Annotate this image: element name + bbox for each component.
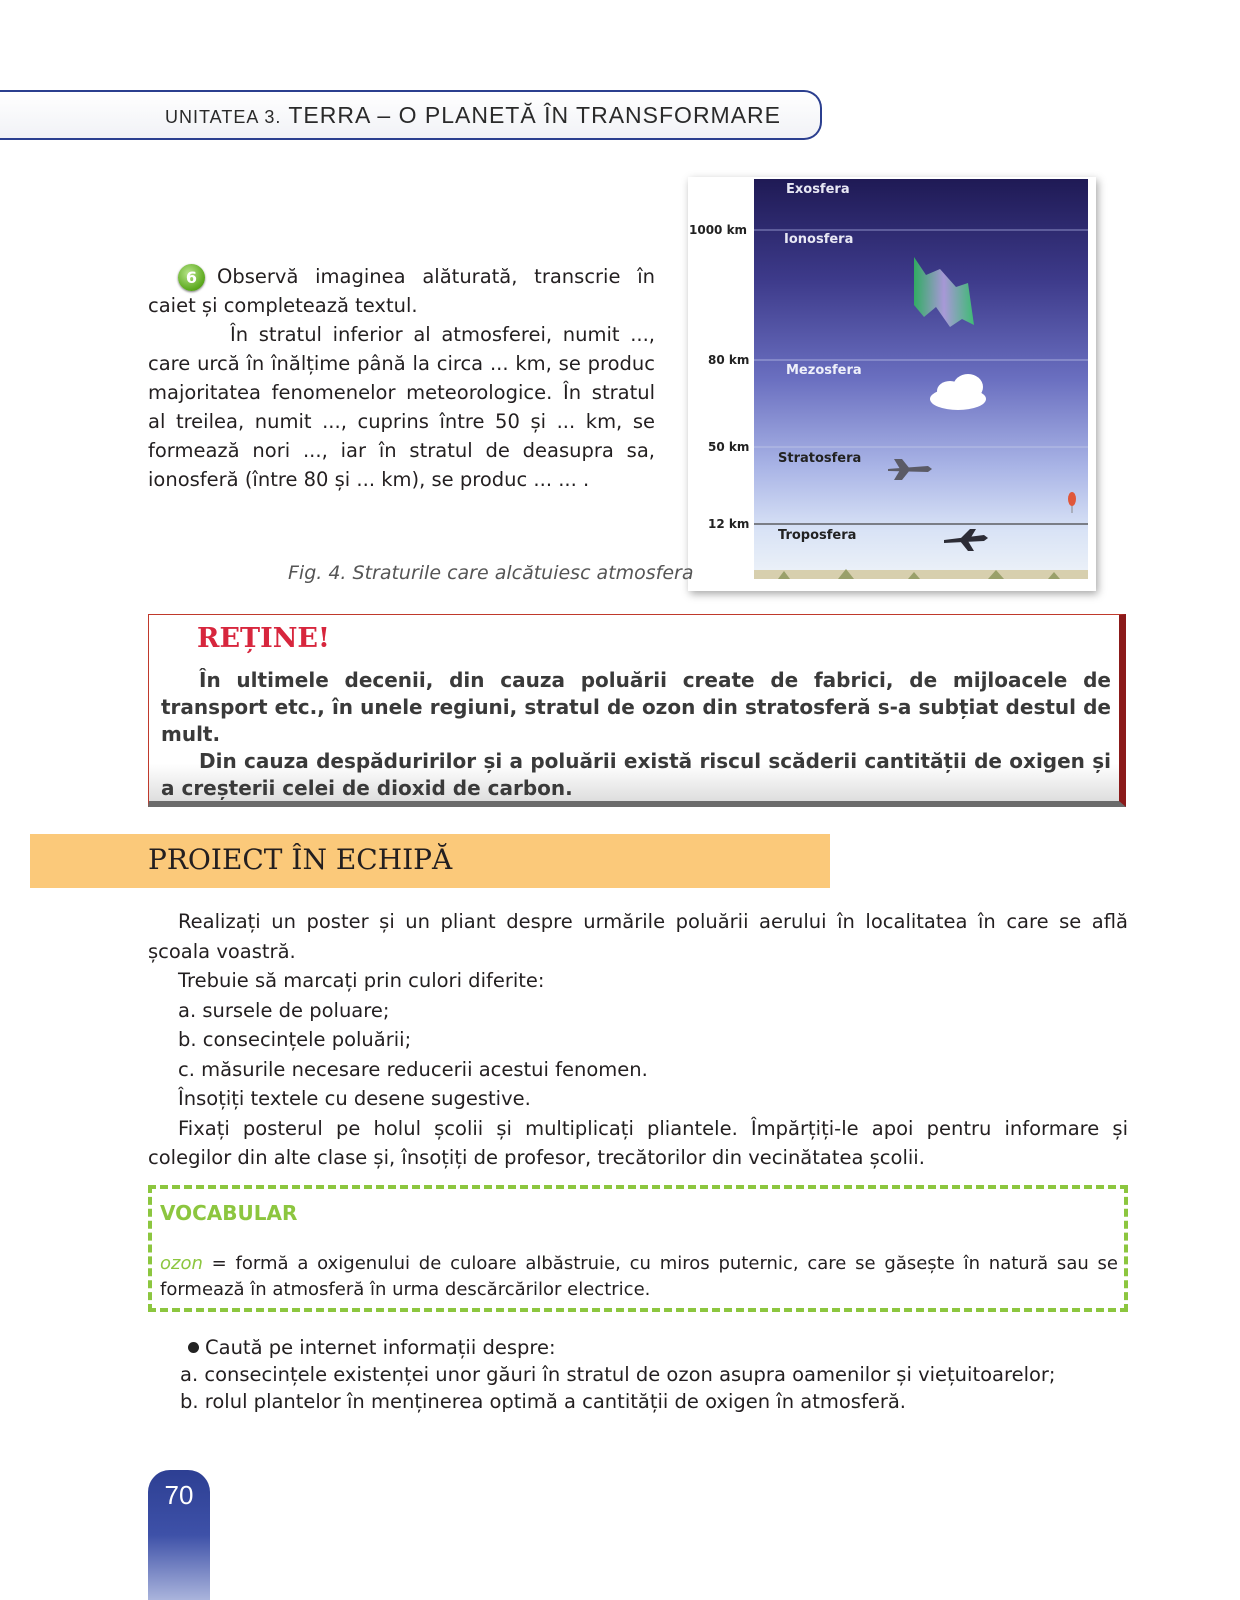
remember-title: REȚINE! (197, 623, 330, 654)
internet-search-task (180, 1334, 1056, 1415)
vocabulary-title: VOCABULAR (160, 1201, 298, 1225)
unit-title (165, 102, 781, 129)
unit-header (0, 90, 822, 140)
label-exosfera: Exosfera (786, 182, 850, 197)
bullet-icon (188, 1342, 199, 1353)
project-list-item: c. măsurile necesare reducerii acestui fenomen. (178, 1057, 648, 1081)
figure-caption: Fig. 4. Straturile care alcătuiesc atmosfera (288, 562, 694, 584)
altitude-12: 12 km (708, 517, 750, 531)
remember-text (161, 667, 1111, 802)
altitude-80: 80 km (708, 353, 750, 367)
exercise-number-badge: 6 (178, 264, 205, 291)
atmosphere-layers-figure (688, 177, 1096, 591)
unit-name: TERRA – O PLANETĂ ÎN TRANSFORMARE (288, 102, 782, 128)
project-paragraph: Realizați un poster și un pliant despre urmările poluării aerului în localitatea în care se află școala voastră. (148, 910, 1128, 963)
project-paragraph: Însoțiți textele cu desene sugestive. (178, 1087, 531, 1110)
search-intro: Caută pe internet informații despre: (205, 1336, 556, 1359)
search-item: a. consecințele existenței unor găuri în stratul de ozon asupra oamenilor și viețuitoarelor; (180, 1363, 1056, 1386)
vocabulary-box (148, 1185, 1128, 1312)
remember-paragraph-1: În ultimele decenii, din cauza poluării create de fabrici, de mijloacele de transport etc., în unele regiuni, stratul de ozon din stratosferă s-a subțiat destul de mult. (161, 668, 1111, 746)
label-stratosfera: Stratosfera (778, 451, 862, 466)
vocabulary-definition-text: = formă a oxigenului de culoare albăstruie, cu miros puternic, care se găsește în natură sau se formează în atmosferă în urma descărcărilor electrice. (160, 1253, 1118, 1300)
unit-number: UNITATEA 3. (165, 107, 282, 127)
project-title: PROIECT ÎN ECHIPĂ (148, 843, 453, 876)
label-mezosfera: Mezosfera (786, 363, 862, 378)
altitude-1000: 1000 km (689, 223, 748, 237)
page-number-tab (148, 1470, 210, 1600)
altitude-50: 50 km (708, 440, 750, 454)
project-paragraph: Trebuie să marcați prin culori diferite: (178, 969, 545, 992)
vocabulary-definition (160, 1251, 1118, 1303)
project-list-item: a. sursele de poluare; (178, 998, 390, 1022)
remember-paragraph-2: Din cauza despăduririlor și a poluării există riscul scăderii cantității de oxigen și a creșterii celei de dioxid de carbon. (161, 749, 1111, 800)
exercise-intro: Observă imaginea alăturată, transcrie în caiet și completează textul. (148, 265, 655, 317)
project-text (148, 907, 1128, 1173)
label-ionosfera: Ionosfera (784, 232, 854, 247)
search-item: b. rolul plantelor în menținerea optimă a cantității de oxigen în atmosferă. (180, 1390, 906, 1413)
vocabulary-term: ozon (160, 1253, 203, 1274)
atmosphere-diagram (688, 177, 1096, 591)
page-number: 70 (164, 1480, 194, 1510)
exercise-body: În stratul inferior al atmosferei, numit ..., care urcă în înălțime până la circa ... km, se produc majoritatea fenomenelor meteorologice. În stratul al treilea, numit ..., cuprins între 50 și ... km, se formează nori ..., iar în stratul de deasupra sa, ionosferă (între 80 și ... km), se produc ... ... . (148, 323, 655, 491)
project-list-item: b. consecințele poluării; (178, 1028, 412, 1051)
label-troposfera: Troposfera (778, 528, 857, 543)
exercise-6 (148, 262, 655, 494)
remember-box (148, 614, 1126, 807)
project-paragraph: Fixați posterul pe holul școlii și multiplicați pliantele. Împărțiți-le apoi pentru informare și colegilor din alte clase și, însoțiți de profesor, trecătorilor din vecinătatea școlii. (148, 1116, 1128, 1169)
project-heading-band (30, 834, 830, 888)
